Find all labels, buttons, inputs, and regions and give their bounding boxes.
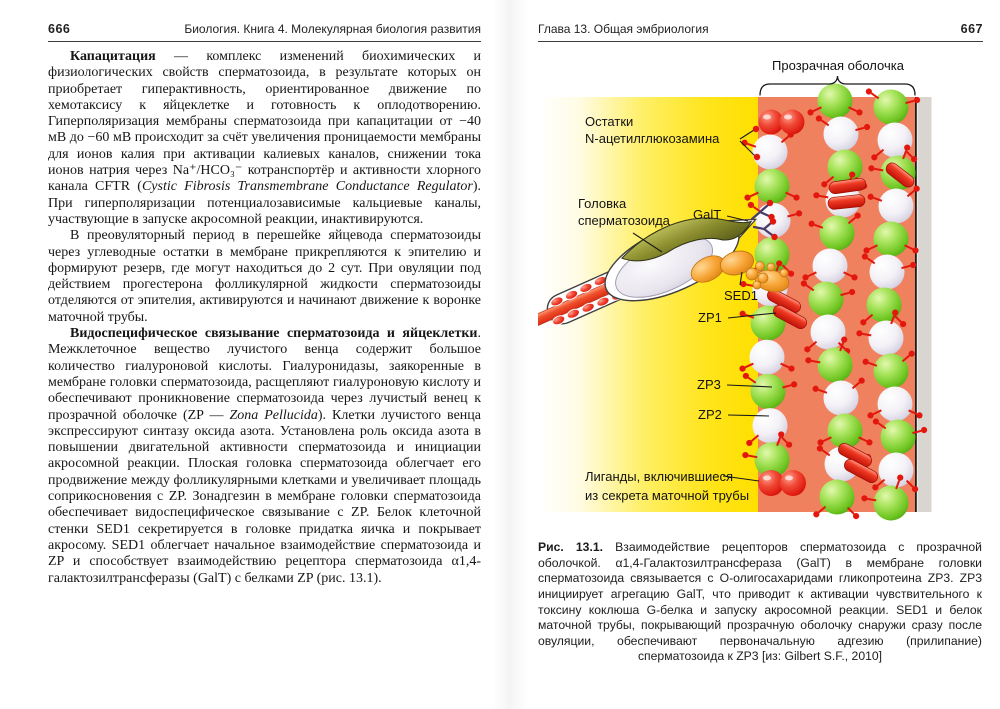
figure-label-zp3: ZP3 (697, 377, 721, 392)
figure-label-sed1: SED1 (724, 288, 758, 303)
left-body-text (48, 49, 481, 587)
page-gutter-shadow (492, 0, 528, 709)
page-edge-shadow (918, 97, 932, 512)
paragraph-species-specific-binding: Видоспецифическое связывание сперматозоида и яйцеклетки. Межклеточное вещество лучистого венца содержит большое количество гиалуроновой кислоты. Гиалуронидазы, заякоренные в мембране головки сперматозоида, расщепляют гиалуроновую кислоту и обеспечивают проникновение сперматозоида через лучистый венец к прозрачной оболочке (ZP — Zona Pellucida). Клетки лучистого венца экспрессируют синтазу оксида азота. Установлена роль оксида азота в повышении двигательной активности сперматозоида и инициации акросомной реакции. Плоская головка сперматозоида облегчает его продвижение между фолликулярными клетками и увеличивает площадь соприкосновения с ZP. Зонадгезин в мембране головки сперматозоида обеспечивает видоспецифическое связывание с ZP. Белок клеточной стенки SED1 секретируется в головке придатка яичка и покрывает акросому. SED1 облегчает начальное взаимодействие сперматозоида и ZP и способствует взаимодействию рецептора сперматозоида α1,4-галактозилтрансферазы (GalT) с белками ZP (рис. 13.1). (48, 326, 481, 586)
figure-label-residues: Остатки N-ацетилглюкозамина (585, 114, 720, 146)
left-page-number: 666 (48, 22, 71, 36)
right-header-rule (538, 41, 983, 42)
figure-caption: Рис. 13.1. Взаимодействие рецепторов сперматозоида с прозрачной оболочкой. α1,4-Галактозилтрансфераза (GalT) в мембране головки сперматозоида связывается с О-олигосахаридами гликопротеина ZP3. ZP3 инициирует агрегацию GalT, что приводит к активации чувствительного к токсину коклюша G-белка и запуску акросомной реакции. SED1 и белок маточной трубы, покрывающий прозрачную оболочку снаружи сразу после овуляции, обеспечивают первоначальную адгезию (прилипание) сперматозоида к ZP3 [из: Gilbert S.F., 2010] (538, 540, 982, 664)
figure-label-galt: GalT (693, 207, 722, 222)
figure-label-zp2: ZP2 (698, 407, 722, 422)
left-running-title: Биология. Книга 4. Молекулярная биология развития (184, 22, 481, 36)
figure-13-1 (538, 55, 932, 522)
right-page-number: 667 (960, 22, 983, 36)
figure-label-zp1: ZP1 (698, 310, 722, 325)
figure-label-ligands: Лиганды, включившиеся из секрета маточной трубы (585, 469, 750, 503)
left-page (48, 22, 481, 587)
figure-label-sperm-head: Головка сперматозоида (578, 196, 670, 228)
right-page (538, 22, 983, 702)
figure-label-zona-pellucida: Прозрачная оболочка (772, 58, 904, 73)
left-page-header (48, 22, 481, 36)
right-page-header (538, 22, 983, 36)
left-header-rule (48, 41, 481, 42)
paragraph-preovulatory: В преовуляторный период в перешейке яйцевода сперматозоиды через углеводные остатки в мембране прикрепляются к эпителию и формируют резерв, где могут находиться до 2 сут. При овуляции под действием прогестерона фолликулярной жидкости сперматозоиды отделяются от эпителия, активируются и начинают движение к воронке маточной трубы. (48, 228, 481, 325)
paragraph-capacitation: Капацитация — комплекс изменений биохимических и физиологических свойств сперматозоида, в результате которых он приобретает гиперактивность, ориентированное движение по хемотаксису к яйцеклетке и готовность к оплодотворению. Гиперполяризация мембраны сперматозоида при капацитации от −40 мВ до −60 мВ происходит за счёт увеличения проницаемости мембраны для ионов калия при активации калиевых каналов, снижении тока ионов натрия через Na⁺/HCO₃⁻ котранспортёр и активности хлорного канала CFTR (Cystic Fibrosis Transmembrane Conductance Regulator). При гиперполяризации потенциалозависимые кальциевые каналы, участвующие в запуске акросомной реакции, инактивируются. (48, 49, 481, 227)
chapter-running-title: Глава 13. Общая эмбриология (538, 22, 709, 36)
